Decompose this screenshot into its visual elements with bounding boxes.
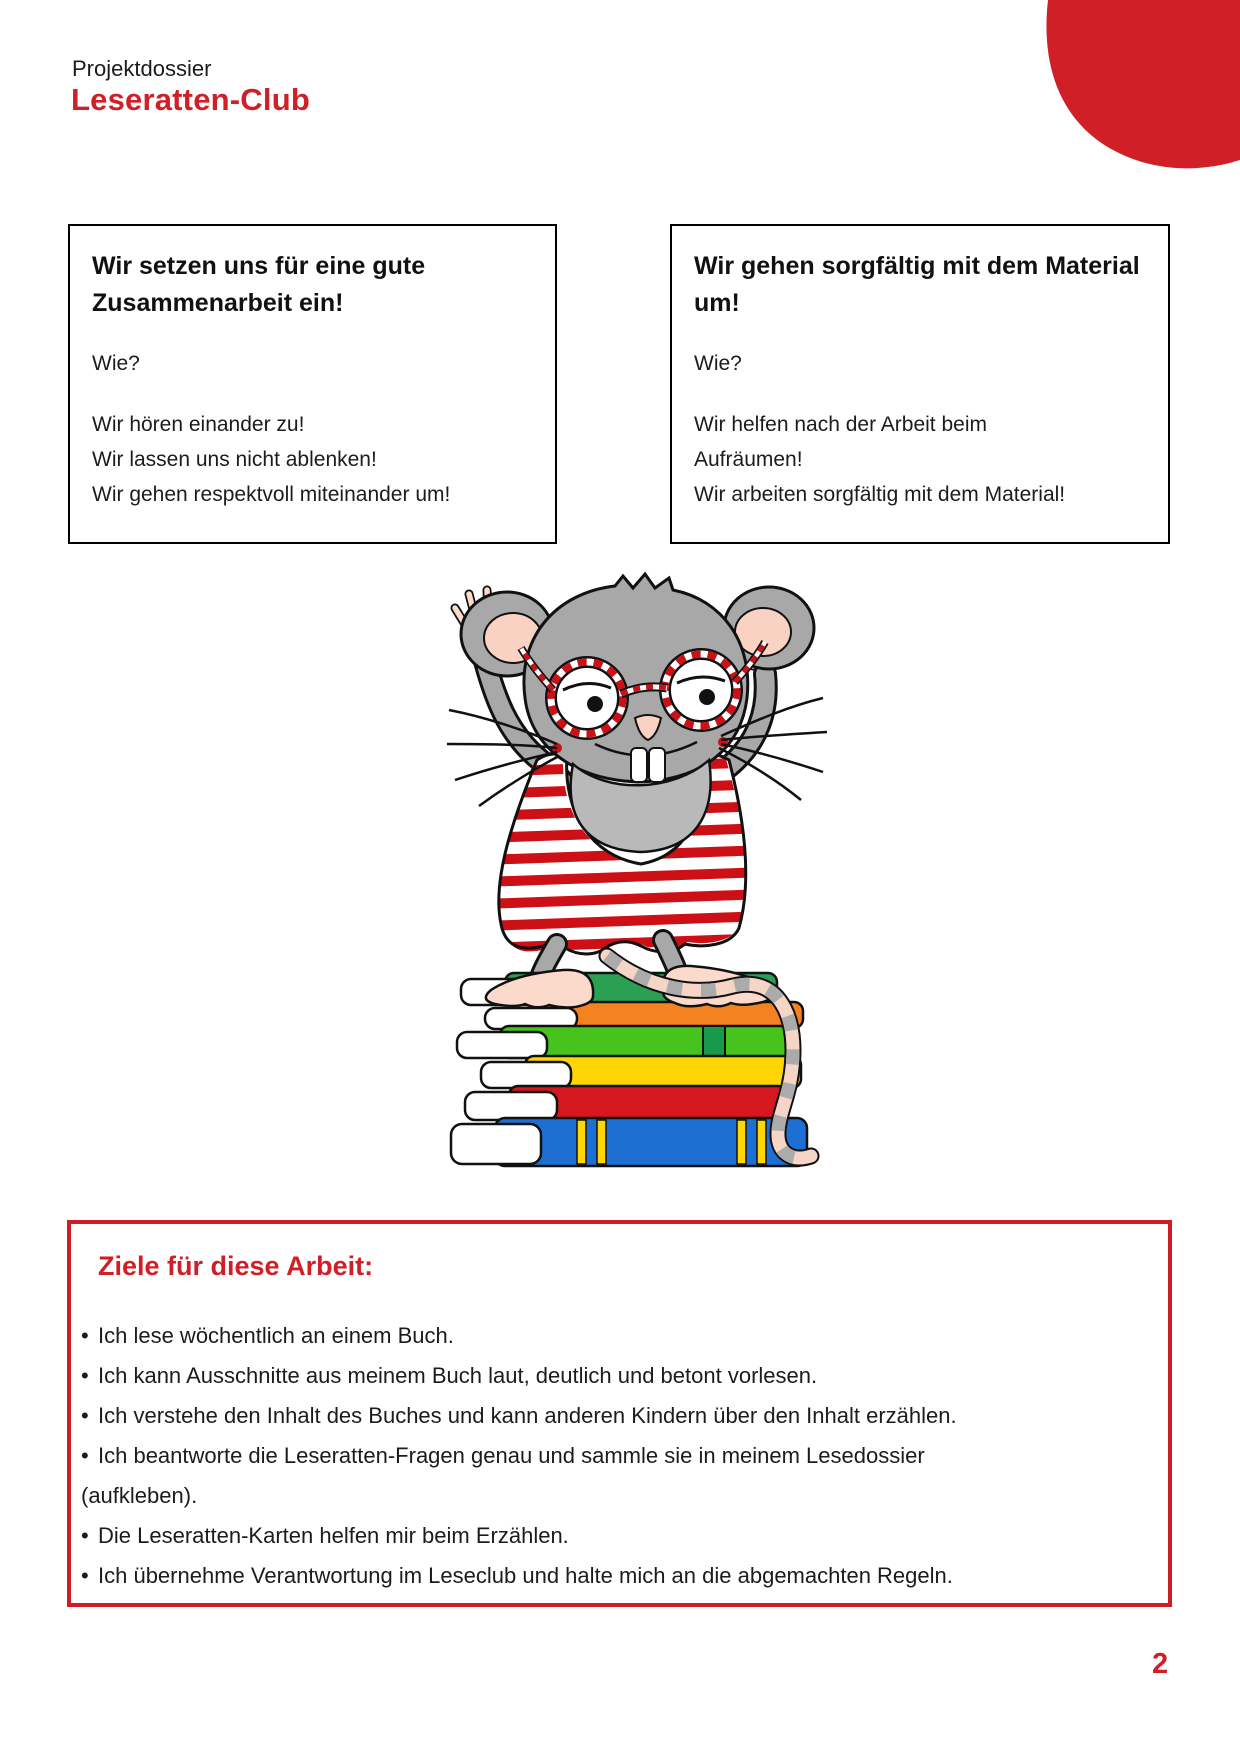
page-number: 2 [1152,1648,1169,1680]
goals-heading: Ziele für diese Arbeit: [98,1251,374,1281]
goal-item: • Ich lese wöchentlich an einem Buch. [81,1316,1031,1356]
book-blue [451,1118,807,1166]
leseratte-illustration [445,548,830,1168]
rule-box-title: Wir gehen sorgfältig mit dem Material um! [694,252,1140,317]
goal-item: • Ich übernehme Verantwortung im Leseclub und halte mich an die abgemachten Regeln. [81,1556,1031,1596]
rule-line: Wir helfen nach der Arbeit beim [694,413,987,436]
rule-line: Wir gehen respektvoll miteinander um! [92,483,451,506]
corner-blob-decoration [1040,0,1240,178]
rule-line: Aufräumen! [694,448,803,471]
goal-item: • Die Leseratten-Karten helfen mir beim Erzählen. [81,1516,1031,1556]
book-yellow [481,1056,801,1088]
rat-eye [699,689,715,705]
rule-box-title: Wir setzen uns für eine gute Zusammenarbeit ein! [92,252,426,317]
rule-line: Wir arbeiten sorgfältig mit dem Material! [694,483,1066,506]
book-green [457,1026,790,1058]
document-type-label: Projektdossier [72,56,212,81]
rule-box-material [670,224,1170,544]
goal-item: • Ich verstehe den Inhalt des Buches und kann anderen Kindern über den Inhalt erzählen. [81,1396,1031,1436]
page-title: Leseratten-Club [71,82,310,117]
goal-item: • Ich beantworte die Leseratten-Fragen genau und sammle sie in meinem Lesedossier (aufkleben). [81,1436,1031,1516]
goal-item: • Ich kann Ausschnitte aus meinem Buch laut, deutlich und betont vorlesen. [81,1356,1031,1396]
book-red [465,1086,787,1120]
rat-tooth [649,748,665,782]
goals-box [67,1220,1172,1607]
rat-tooth [631,748,647,782]
rule-box-question: Wie? [92,352,140,375]
rule-box-cooperation [68,224,557,544]
rule-box-question: Wie? [694,352,742,375]
goals-list [71,1316,1138,1596]
rat-eye [587,696,603,712]
rule-line: Wir lassen uns nicht ablenken! [92,448,377,471]
rule-line: Wir hören einander zu! [92,413,305,436]
